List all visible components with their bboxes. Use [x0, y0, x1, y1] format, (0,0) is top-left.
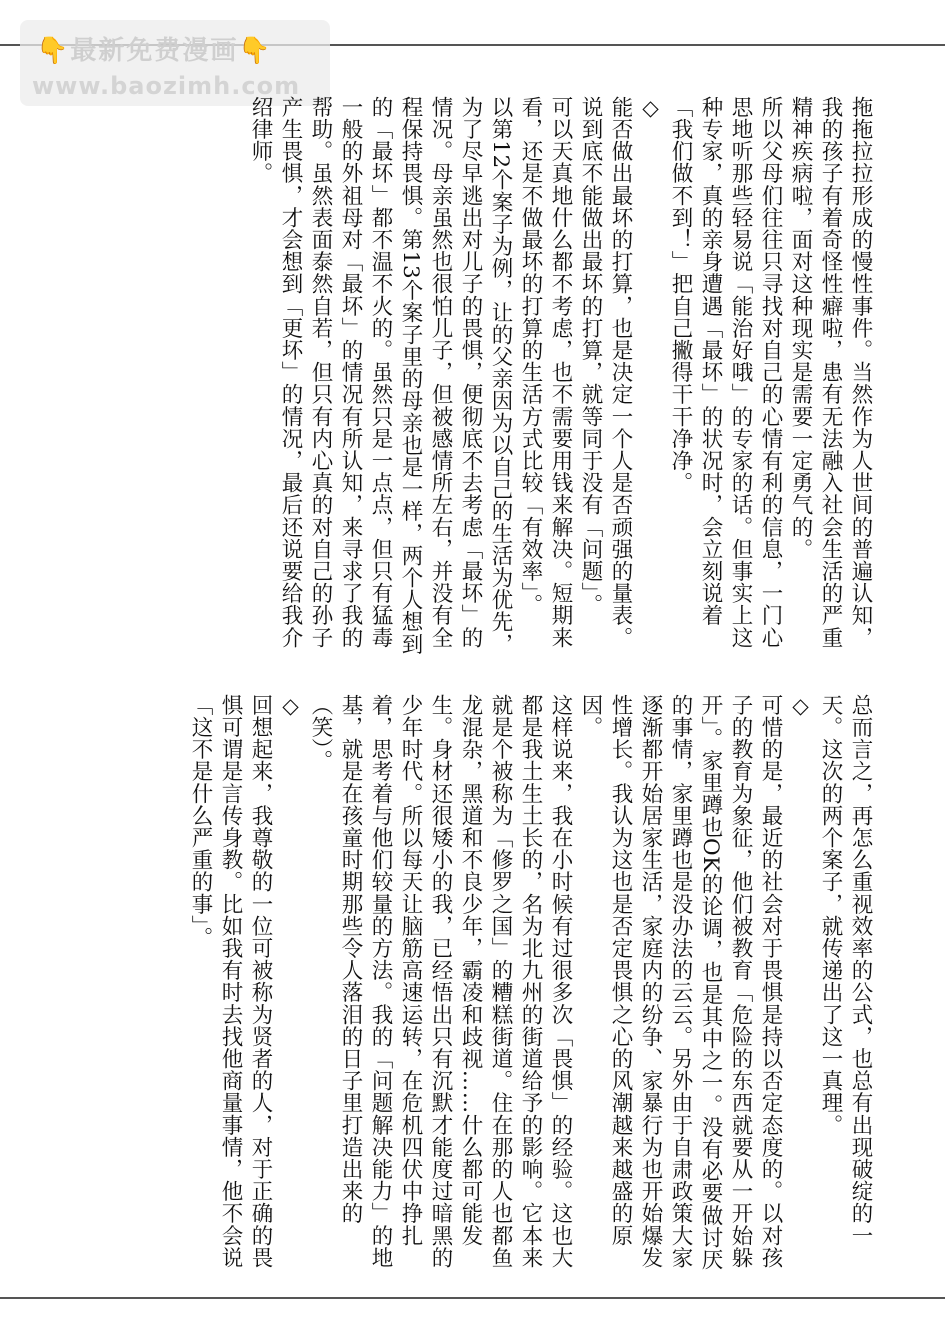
paragraph: 可以天真地什么都不考虑，也不需要用钱来解决。短期来看，还是不做最坏的打算的生活方式比较「有效率」。 — [518, 96, 573, 649]
pointing-down-hand-icon: 👇 — [36, 36, 71, 66]
bottom-rule — [0, 1297, 945, 1299]
paragraph: 所以父母们往往只寻找对自己的心情有利的信息，一门心思地听那些轻易说「能治好哦」的专家的话。但事实上这种专家，真的亲身遭遇「最坏」的状况时，会立刻说着「我们做不到！」把自己撇得干干净净。 — [668, 96, 783, 649]
pointing-down-hand-icon: 👇 — [238, 36, 273, 66]
watermark — [20, 20, 330, 106]
paragraph: 可惜的是，最近的社会对于畏惧是持以否定态度的。以对孩子的教育为象征，他们被教育「危险的东西就要从一开始躲开」。家里蹲也OK的论调，也是其中之一。没有必要做讨厌的事情，家里蹲也是没办法的云云。另外由于自肃政策大家逐渐都开始居家生活，家庭内的纷争、家暴行为也开始爆发性增长。我认为这也是否定畏惧之心的风潮越来越盛的原因。 — [578, 694, 783, 1271]
paragraph: 这样说来，我在小时候有过很多次「畏惧」的经验。这也大都是我土生土长的，名为北九州的街道给予的影响。它本来就是个被称为「修罗之国」的糟糕街道。住在那的人也都鱼龙混杂，黑道和不良少年，霸凌和歧视……什么都可能发生。身材还很矮小的我，已经悟出只有沉默才能度过暗黑的少年时代。所以每天让脑筋高速运转，在危机四伏中挣扎着，思考着与他们较量的方法。我的「问题解决能力」的地基，就是在孩童时期那些令人落泪的日子里打造出来的（笑）。 — [308, 694, 573, 1269]
lower-text-block — [185, 694, 875, 1284]
section-divider-symbol: ◇ — [638, 96, 663, 122]
watermark-url: www.baozimh.com — [32, 72, 301, 100]
watermark-site-name: 最新免费漫画 — [70, 36, 239, 66]
paragraph: 总而言之，再怎么重视效率的公式，也总有出现破绽的一天。这次的两个案子，就传递出了这一真理。 — [818, 694, 873, 1247]
paragraph: 能否做出最坏的打算，也是决定一个人是否顽强的量表。说到底不能做出最坏的打算，就等同于没有「问题」。 — [578, 96, 633, 649]
watermark-title — [36, 30, 273, 67]
paragraph: 回想起来，我尊敬的一位可被称为贤者的人，对于正确的畏惧可谓是言传身教。比如我有时去找他商量事情，他不会说「这不是什么严重的事」。 — [188, 694, 273, 1269]
upper-text-block — [245, 96, 875, 666]
paragraph: 以第12个案子为例，让的父亲因为以自己的生活为优先，为了尽早逃出对儿子的畏惧，便彻底不去考虑「最坏」的情况。母亲虽然也很怕儿子，但被感情所左右，并没有全程保持畏惧。第13个案子里的母亲也是一样，两个人想到的「最坏」都不温不火的。虽然只是一点点，但只有猛毒一般的外祖母对「最坏」的情况有所认知，来寻求了我的帮助。虽然表面泰然自若，但只有内心真的对自己的孙子产生畏惧，才会想到「更坏」的情况，最后还说要给我介绍律师。 — [248, 96, 513, 655]
section-divider-symbol: ◇ — [788, 694, 813, 720]
section-divider-symbol: ◇ — [278, 694, 303, 720]
paragraph: 拖拖拉拉形成的慢性事件。当然作为人世间的普遍认知，我的孩子有着奇怪性癖啦，患有无法融入社会生活的严重精神疾病啦，面对这种现实是需要一定勇气的。 — [788, 96, 873, 649]
